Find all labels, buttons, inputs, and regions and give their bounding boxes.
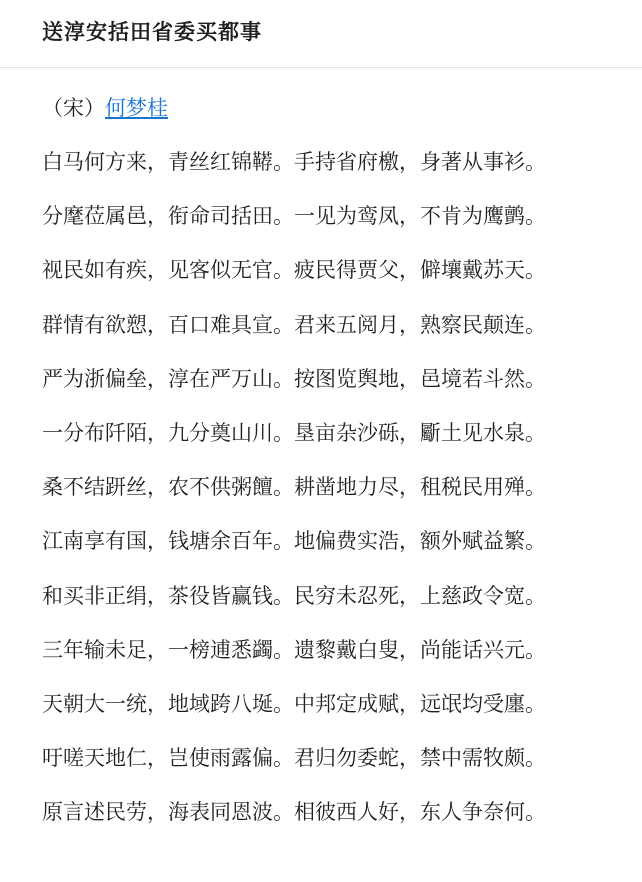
poem-line: 吁嗟天地仁，岂使雨露偏。君归勿委蛇，禁中需牧颇。	[42, 746, 546, 771]
poem-line: 桑不结趼丝，农不供粥饘。耕凿地力尽，租税民用殚。	[42, 475, 546, 500]
author-link[interactable]: 何梦桂	[105, 96, 168, 120]
poem-line: 天朝大一统，地域跨八埏。中邦定成赋，远氓均受廛。	[42, 691, 546, 716]
dynasty-label: （宋）	[42, 96, 105, 120]
page-header	[0, 0, 642, 68]
poem-line: 严为浙偏垒，淳在严万山。按图览舆地，邑境若斗然。	[42, 366, 546, 391]
poem-line: 和买非正绢，茶役皆赢钱。民穷未忍死，上慈政令宽。	[42, 583, 546, 608]
page-title: 送淳安括田省委买都事	[42, 20, 262, 44]
poem-line: 江南享有国，钱塘余百年。地偏费实浩，额外赋益繁。	[42, 529, 546, 554]
poem-line: 群情有欲愬，百口难具宣。君来五阅月，熟察民颠连。	[42, 312, 546, 337]
byline	[42, 93, 168, 123]
poem-line: 一分布阡陌，九分奠山川。垦亩杂沙砾，斸土见水泉。	[42, 420, 546, 445]
poem-line: 分麾莅属邑，衔命司括田。一见为鸾凤，不肯为鹰鹯。	[42, 204, 546, 229]
poem-line: 原言述民劳，海表同恩波。相彼西人好，东人争奈何。	[42, 800, 546, 825]
poem-line: 三年输未足，一榜逋悉蠲。遗黎戴白叟，尚能话兴元。	[42, 637, 546, 662]
poem-text	[42, 146, 602, 850]
poem-line: 视民如有疾，见客似无官。疲民得贾父，僻壤戴苏天。	[42, 258, 546, 283]
poem-line: 白马何方来，青丝红锦鞯。手持省府檄，身著从事衫。	[42, 150, 546, 174]
